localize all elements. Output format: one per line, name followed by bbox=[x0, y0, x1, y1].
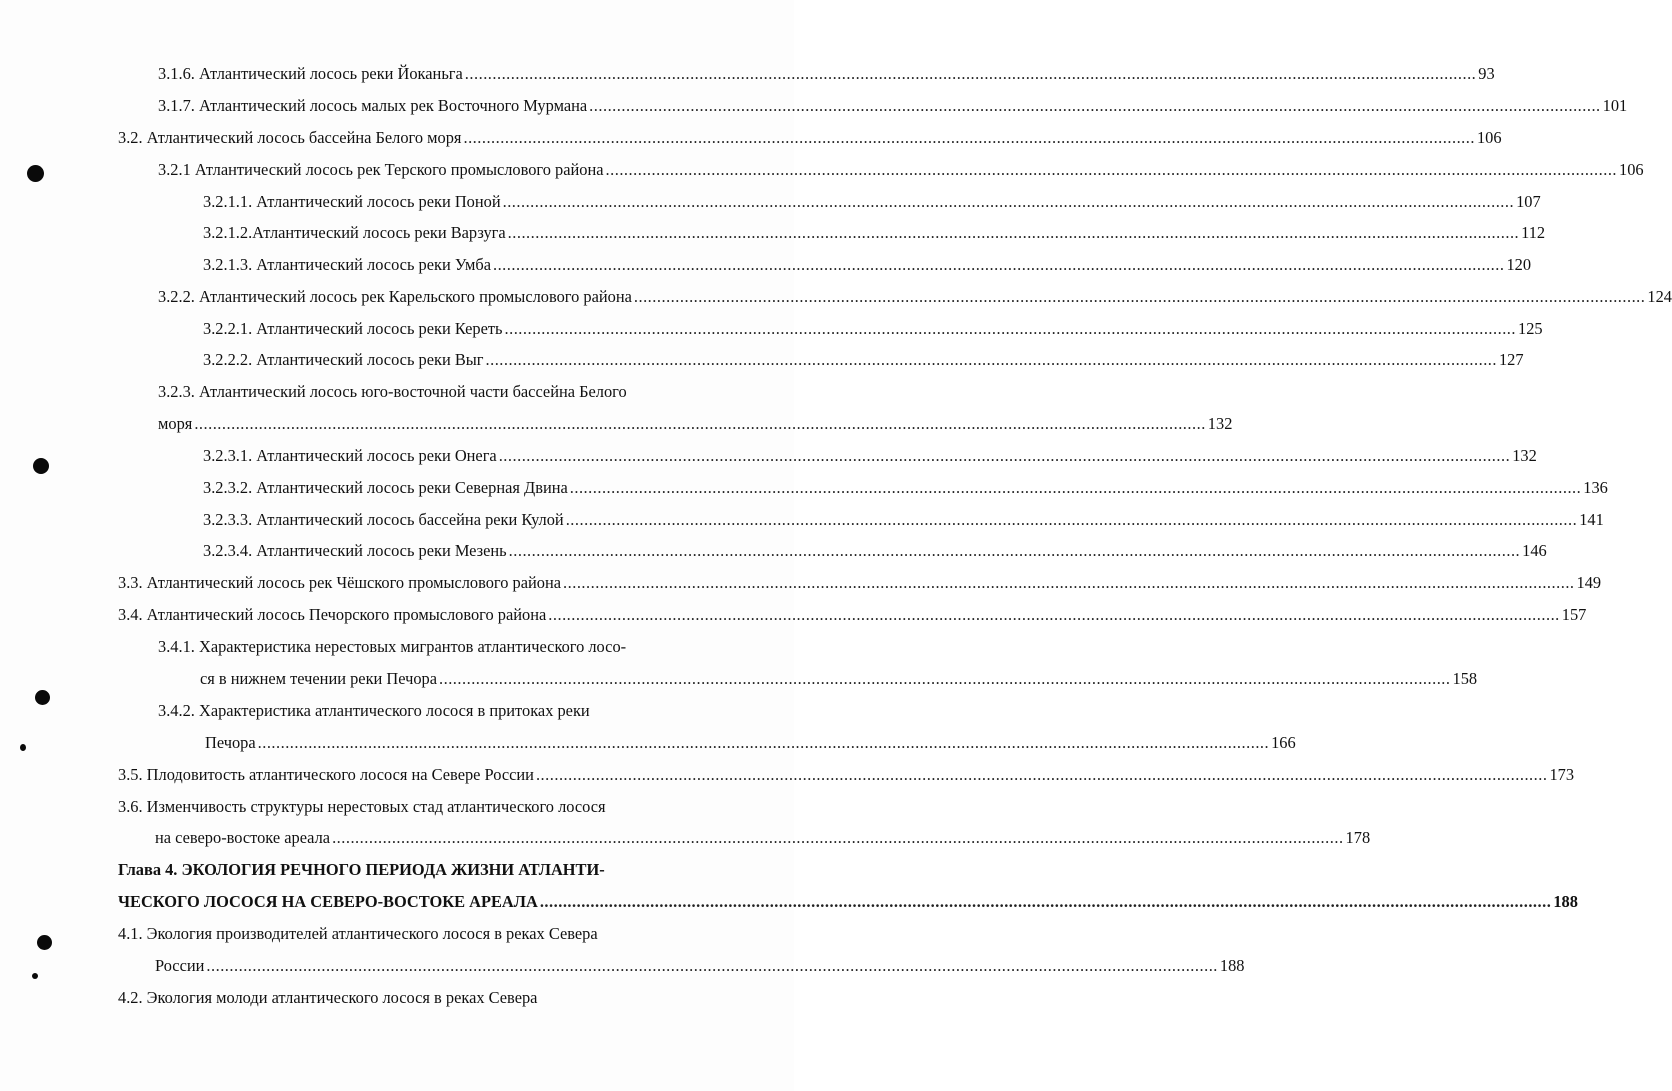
toc-entry bbox=[158, 286, 1672, 308]
toc-entry-page: 188 bbox=[1219, 956, 1245, 975]
toc-entry-title: 3.2.3. Атлантический лосось юго-восточной части бассейна Белого bbox=[158, 382, 627, 401]
toc-entry-title: 3.2.1.1. Атлантический лосось реки Поной bbox=[203, 192, 501, 211]
leader-dots: ............................................................................................................................................................................................................................ bbox=[589, 96, 1601, 115]
toc-entry-title: ЧЕСКОГО ЛОСОСЯ НА СЕВЕРО-ВОСТОКЕ АРЕАЛА bbox=[118, 892, 538, 911]
leader-dots: ............................................................................................................................................................................................................................ bbox=[539, 892, 1552, 911]
punch-hole-mark bbox=[37, 935, 52, 950]
toc-entry-page: 149 bbox=[1576, 573, 1602, 592]
leader-dots: ............................................................................................................................................................................................................................ bbox=[565, 510, 1578, 529]
toc-entry-title: Глава 4. ЭКОЛОГИЯ РЕЧНОГО ПЕРИОДА ЖИЗНИ АТЛАНТИ- bbox=[118, 860, 605, 879]
toc-entry bbox=[203, 509, 1604, 531]
toc-entry bbox=[158, 95, 1628, 117]
toc-entry-title: 3.3. Атлантический лосось рек Чёшского промыслового района bbox=[118, 573, 562, 592]
leader-dots: ............................................................................................................................................................................................................................ bbox=[548, 605, 1560, 624]
toc-entry-title: 3.2. Атлантический лосось бассейна Белого моря bbox=[118, 128, 462, 147]
toc-entry-title: 3.2.1.3. Атлантический лосось реки Умба bbox=[203, 255, 491, 274]
leader-dots: ............................................................................................................................................................................................................................ bbox=[502, 192, 1515, 211]
toc-entry bbox=[118, 987, 732, 1009]
toc-entry-title: 3.2.3.4. Атлантический лосось реки Мезень bbox=[203, 541, 507, 560]
leader-dots: ............................................................................................................................................................................................................................ bbox=[257, 733, 1270, 752]
toc-entry-title: 4.2. Экология молоди атлантического лосося в реках Севера bbox=[118, 988, 538, 1007]
toc-entry bbox=[203, 318, 1543, 340]
toc-entry-page: 120 bbox=[1506, 255, 1532, 274]
toc-entry-page: 132 bbox=[1207, 414, 1233, 433]
toc-entry-title: 3.6. Изменчивость структуры нерестовых стад атлантического лосося bbox=[118, 797, 606, 816]
toc-entry-page: 106 bbox=[1476, 128, 1502, 147]
toc-entry bbox=[158, 159, 1644, 181]
toc-entry-page: 124 bbox=[1647, 287, 1672, 306]
toc-entry bbox=[203, 191, 1541, 213]
punch-hole-mark bbox=[33, 458, 49, 474]
toc-entry-page: 101 bbox=[1602, 96, 1628, 115]
punch-hole-mark bbox=[27, 165, 44, 182]
leader-dots: ............................................................................................................................................................................................................................ bbox=[504, 319, 1516, 338]
punch-hole-mark bbox=[20, 744, 26, 751]
toc-entry-page: 127 bbox=[1498, 350, 1524, 369]
toc-entry-page: 93 bbox=[1478, 64, 1495, 83]
toc-entry bbox=[158, 700, 732, 722]
toc-entry-title: России bbox=[155, 956, 205, 975]
toc-entry bbox=[158, 413, 1233, 435]
toc-entry-page: 106 bbox=[1619, 160, 1644, 179]
toc-entry bbox=[158, 63, 1495, 85]
toc-entry bbox=[118, 891, 1578, 913]
toc-entry-page: 158 bbox=[1452, 669, 1478, 688]
toc-entry-title: Печора bbox=[205, 733, 256, 752]
toc-entry-page: 166 bbox=[1271, 733, 1296, 752]
toc-entry-page: 112 bbox=[1521, 223, 1546, 242]
toc-entry-title: ся в нижнем течении реки Печора bbox=[200, 669, 438, 688]
toc-entry bbox=[203, 540, 1547, 562]
leader-dots: ............................................................................................................................................................................................................................ bbox=[332, 828, 1344, 847]
toc-entry-title: 3.2.3.1. Атлантический лосось реки Онега bbox=[203, 446, 497, 465]
toc-entry bbox=[205, 732, 1296, 754]
toc-entry bbox=[118, 923, 732, 945]
toc-entry bbox=[158, 636, 732, 658]
leader-dots: ............................................................................................................................................................................................................................ bbox=[498, 446, 1511, 465]
leader-dots: ............................................................................................................................................................................................................................ bbox=[633, 287, 1646, 306]
toc-entry-page: 178 bbox=[1345, 828, 1371, 847]
toc-entry-page: 107 bbox=[1516, 192, 1541, 211]
toc-entry-title: на северо-востоке ареала bbox=[155, 828, 331, 847]
toc-entry-title: 3.5. Плодовитость атлантического лосося на Севере России bbox=[118, 765, 534, 784]
toc-entry-page: 141 bbox=[1579, 510, 1604, 529]
punch-hole-mark bbox=[32, 973, 38, 979]
toc-entry bbox=[118, 764, 1575, 786]
toc-entry-title: 3.2.1.2.Атлантический лосось реки Варзуга bbox=[203, 223, 506, 242]
toc-entry bbox=[118, 127, 1502, 149]
leader-dots: ............................................................................................................................................................................................................................ bbox=[507, 223, 1520, 242]
toc-entry bbox=[118, 796, 732, 818]
toc-entry bbox=[118, 572, 1602, 594]
leader-dots: ............................................................................................................................................................................................................................ bbox=[485, 350, 1497, 369]
toc-entry-title: 3.2.3.2. Атлантический лосось реки Северная Двина bbox=[203, 478, 568, 497]
toc-entry-title: 3.2.2. Атлантический лосось рек Карельского промыслового района bbox=[158, 287, 632, 306]
toc-entry-title: моря bbox=[158, 414, 193, 433]
toc-entry bbox=[203, 477, 1608, 499]
toc-entry-page: 146 bbox=[1522, 541, 1547, 560]
toc-entry bbox=[155, 955, 1245, 977]
toc-entry-page: 132 bbox=[1512, 446, 1537, 465]
leader-dots: ............................................................................................................................................................................................................................ bbox=[569, 478, 1582, 497]
leader-dots: ............................................................................................................................................................................................................................ bbox=[605, 160, 1618, 179]
toc-entry-title: 3.4.1. Характеристика нерестовых мигрантов атлантического лосо- bbox=[158, 637, 627, 656]
leader-dots: ............................................................................................................................................................................................................................ bbox=[464, 64, 1477, 83]
toc-entry-page: 136 bbox=[1583, 478, 1608, 497]
punch-hole-mark bbox=[35, 690, 50, 705]
toc-entry bbox=[203, 445, 1537, 467]
toc-entry-page: 157 bbox=[1561, 605, 1587, 624]
leader-dots: ............................................................................................................................................................................................................................ bbox=[492, 255, 1505, 274]
toc-entry bbox=[203, 254, 1532, 276]
leader-dots: ............................................................................................................................................................................................................................ bbox=[206, 956, 1218, 975]
leader-dots: ............................................................................................................................................................................................................................ bbox=[463, 128, 1475, 147]
toc-entry-page: 125 bbox=[1518, 319, 1543, 338]
leader-dots: ............................................................................................................................................................................................................................ bbox=[563, 573, 1575, 592]
toc-entry-title: 3.4.2. Характеристика атлантического лосося в притоках реки bbox=[158, 701, 590, 720]
leader-dots: ............................................................................................................................................................................................................................ bbox=[194, 414, 1206, 433]
leader-dots: ............................................................................................................................................................................................................................ bbox=[508, 541, 1521, 560]
toc-entry-title: 3.2.2.2. Атлантический лосось реки Выг bbox=[203, 350, 484, 369]
leader-dots: ............................................................................................................................................................................................................................ bbox=[439, 669, 1451, 688]
toc-entry bbox=[118, 604, 1587, 626]
toc-entry-title: 3.2.3.3. Атлантический лосось бассейна реки Кулой bbox=[203, 510, 564, 529]
toc-entry bbox=[118, 859, 732, 881]
toc-entry bbox=[158, 381, 732, 403]
toc-entry bbox=[155, 827, 1371, 849]
leader-dots: ............................................................................................................................................................................................................................ bbox=[535, 765, 1548, 784]
toc-entry-title: 3.2.2.1. Атлантический лосось реки Кереть bbox=[203, 319, 503, 338]
toc-entry-title: 3.1.7. Атлантический лосось малых рек Восточного Мурмана bbox=[158, 96, 588, 115]
toc-entry-title: 3.4. Атлантический лосось Печорского промыслового района bbox=[118, 605, 547, 624]
toc-entry-title: 4.1. Экология производителей атлантического лосося в реках Севера bbox=[118, 924, 598, 943]
toc-entry bbox=[200, 668, 1478, 690]
toc-entry bbox=[203, 222, 1546, 244]
toc-entry-page: 188 bbox=[1553, 892, 1578, 911]
toc-entry bbox=[203, 349, 1524, 371]
toc-entry-page: 173 bbox=[1549, 765, 1575, 784]
toc-entry-title: 3.2.1 Атлантический лосось рек Терского промыслового района bbox=[158, 160, 604, 179]
toc-entry-title: 3.1.6. Атлантический лосось реки Йоканьга bbox=[158, 64, 463, 83]
